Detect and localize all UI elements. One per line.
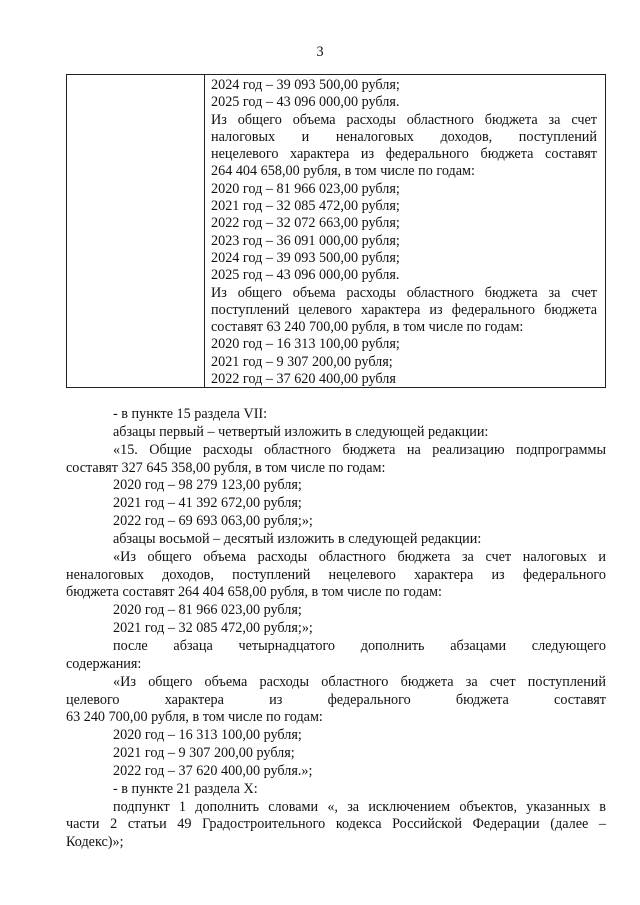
table-line: Из общего объема расходы областного бюджета за счет: [211, 284, 597, 301]
paragraph-line: - в пункте 15 раздела VII:: [113, 406, 268, 422]
table-column-divider: [204, 75, 205, 387]
paragraph-line: 2021 год – 41 392 672,00 рубля;: [113, 495, 302, 512]
paragraph-line: 2020 год – 98 279 123,00 рубля;: [113, 477, 302, 494]
paragraph-line: «Из общего объема расходы областного бюджета за счет поступлений: [113, 673, 606, 690]
table-line: 2025 год – 43 096 000,00 рубля.: [211, 267, 400, 284]
table-line: составят 63 240 700,00 рубля, в том числе по годам:: [211, 319, 524, 336]
paragraph-line: 2020 год – 16 313 100,00 рубля;: [113, 727, 302, 744]
paragraph-line: составят 327 645 358,00 рубля, в том числе по годам:: [66, 459, 386, 476]
table-line: 2021 год – 32 085 472,00 рубля;: [211, 198, 400, 215]
paragraph-line: - в пункте 21 раздела X:: [113, 780, 258, 797]
table-line: 2024 год – 39 093 500,00 рубля;: [211, 249, 400, 266]
table-line: 2023 год – 36 091 000,00 рубля;: [211, 232, 400, 249]
paragraph-line: Кодекс)»;: [66, 834, 124, 851]
table-line: 2021 год – 9 307 200,00 рубля;: [211, 353, 393, 370]
paragraph-line: 63 240 700,00 рубля, в том числе по годам:: [66, 709, 323, 726]
table-line: поступлений целевого характера из федерального бюджета: [211, 301, 597, 318]
paragraph-line: бюджета составят 264 404 658,00 рубля, в том числе по годам:: [66, 584, 442, 601]
document-body: [66, 406, 606, 852]
table-line: нецелевого характера из федерального бюджета составят: [211, 146, 597, 163]
paragraph-line: 2021 год – 32 085 472,00 рубля;»;: [113, 620, 313, 637]
table-right-cell: [211, 77, 597, 388]
paragraph-line: абзацы первый – четвертый изложить в следующей редакции:: [113, 423, 489, 440]
table-line: 2022 год – 37 620 400,00 рубля: [211, 371, 396, 388]
page-number: 3: [316, 44, 324, 60]
paragraph-line: подпункт 1 дополнить словами «, за исключением объектов, указанных в: [113, 798, 606, 815]
paragraph-line: «Из общего объема расходы областного бюджета за счет налоговых и: [113, 548, 606, 565]
paragraph-line: части 2 статьи 49 Градостроительного кодекса Российской Федерации (далее –: [66, 816, 606, 833]
paragraph-line: «15. Общие расходы областного бюджета на реализацию подпрограммы: [113, 441, 606, 458]
paragraph-line: содержания:: [66, 655, 142, 672]
paragraph-line: после абзаца четырнадцатого дополнить абзацами следующего: [113, 637, 606, 654]
paragraph-line: 2020 год – 81 966 023,00 рубля;: [113, 602, 302, 619]
paragraph-line: 2022 год – 37 620 400,00 рубля.»;: [113, 762, 313, 779]
table-line: 2020 год – 16 313 100,00 рубля;: [211, 336, 400, 353]
table-line: 2025 год – 43 096 000,00 рубля.: [211, 94, 400, 111]
paragraph-line: 2022 год – 69 693 063,00 рубля;»;: [113, 513, 313, 530]
table-line: 2020 год – 81 966 023,00 рубля;: [211, 180, 400, 197]
table-line: 2022 год – 32 072 663,00 рубля;: [211, 215, 400, 232]
table-line: Из общего объема расходы областного бюджета за счет: [211, 111, 597, 128]
budget-table: [66, 74, 606, 388]
paragraph-line: неналоговых доходов, поступлений нецелевого характера из федерального: [66, 566, 606, 583]
table-line: налоговых и неналоговых доходов, поступлений: [211, 128, 597, 145]
paragraph-line: абзацы восьмой – десятый изложить в следующей редакции:: [113, 530, 482, 547]
table-line: 264 404 658,00 рубля, в том числе по годам:: [211, 163, 475, 180]
paragraph-line: 2021 год – 9 307 200,00 рубля;: [113, 745, 295, 762]
table-line: 2024 год – 39 093 500,00 рубля;: [211, 77, 400, 93]
paragraph-line: целевого характера из федерального бюджета составят: [66, 691, 606, 708]
